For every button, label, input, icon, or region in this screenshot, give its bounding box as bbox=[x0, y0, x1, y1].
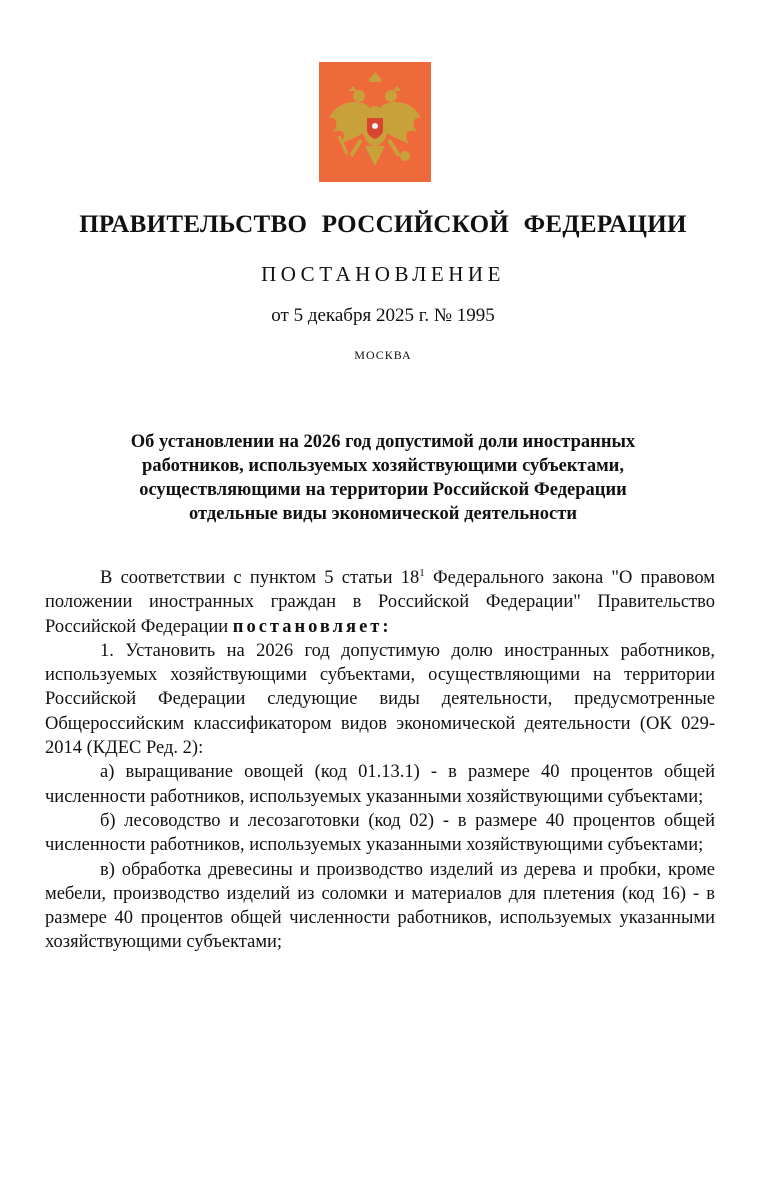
title-line: работников, используемых хозяйствующими субъектами, bbox=[142, 456, 624, 476]
title-line: Об установлении на 2026 год допустимой доли иностранных bbox=[130, 432, 636, 452]
article-superscript: 1 bbox=[419, 567, 425, 579]
paragraph-item-v: в) обработка древесины и производство изделий из дерева и пробки, кроме мебели, производство изделий из соломки и материалов для плетения (код 16) - в размере 40 процентов общей численности работников, используемых указанными хозяйствующими субъектами; bbox=[45, 859, 715, 953]
paragraph-item-1: 1. Установить на 2026 год допустимую долю иностранных работников, используемых хозяйствующими субъектами, осуществляющими на территории Российской Федерации следующие виды деятельности, предусмотренные Общероссийским классификатором видов экономической деятельности (ОК 029-2014 (КДЕС Ред. 2): bbox=[45, 640, 715, 759]
document-type: ПОСТАНОВЛЕНИЕ bbox=[261, 262, 505, 286]
double-headed-eagle-icon bbox=[319, 62, 431, 182]
intro-text-continued: Федерального закона "О правовом положении иностранных граждан в Российской Федерации" Правительство Российской Федерации bbox=[45, 568, 715, 637]
document-city: МОСКВА bbox=[354, 348, 412, 362]
document-body bbox=[45, 566, 715, 955]
document-title bbox=[60, 430, 706, 526]
title-line: отдельные виды экономической деятельности bbox=[188, 504, 577, 524]
paragraph-item-b: б) лесоводство и лесозаготовки (код 02) - в размере 40 процентов общей численности работников, используемых указанными хозяйствующими субъектами; bbox=[45, 810, 715, 856]
intro-text: В соответствии с пунктом 5 статьи 18 bbox=[100, 568, 420, 588]
resolution-verb: постановляет: bbox=[232, 616, 392, 637]
title-line: осуществляющими на территории Российской Федерации bbox=[139, 480, 627, 500]
document-date-number: от 5 декабря 2025 г. № 1995 bbox=[271, 305, 495, 326]
government-name: ПРАВИТЕЛЬСТВО РОССИЙСКОЙ ФЕДЕРАЦИИ bbox=[79, 211, 687, 238]
paragraph-item-a: а) выращивание овощей (код 01.13.1) - в размере 40 процентов общей численности работников, используемых указанными хозяйствующими субъектами; bbox=[45, 762, 715, 807]
intro-paragraph bbox=[45, 566, 715, 639]
coat-of-arms-emblem bbox=[319, 62, 431, 182]
